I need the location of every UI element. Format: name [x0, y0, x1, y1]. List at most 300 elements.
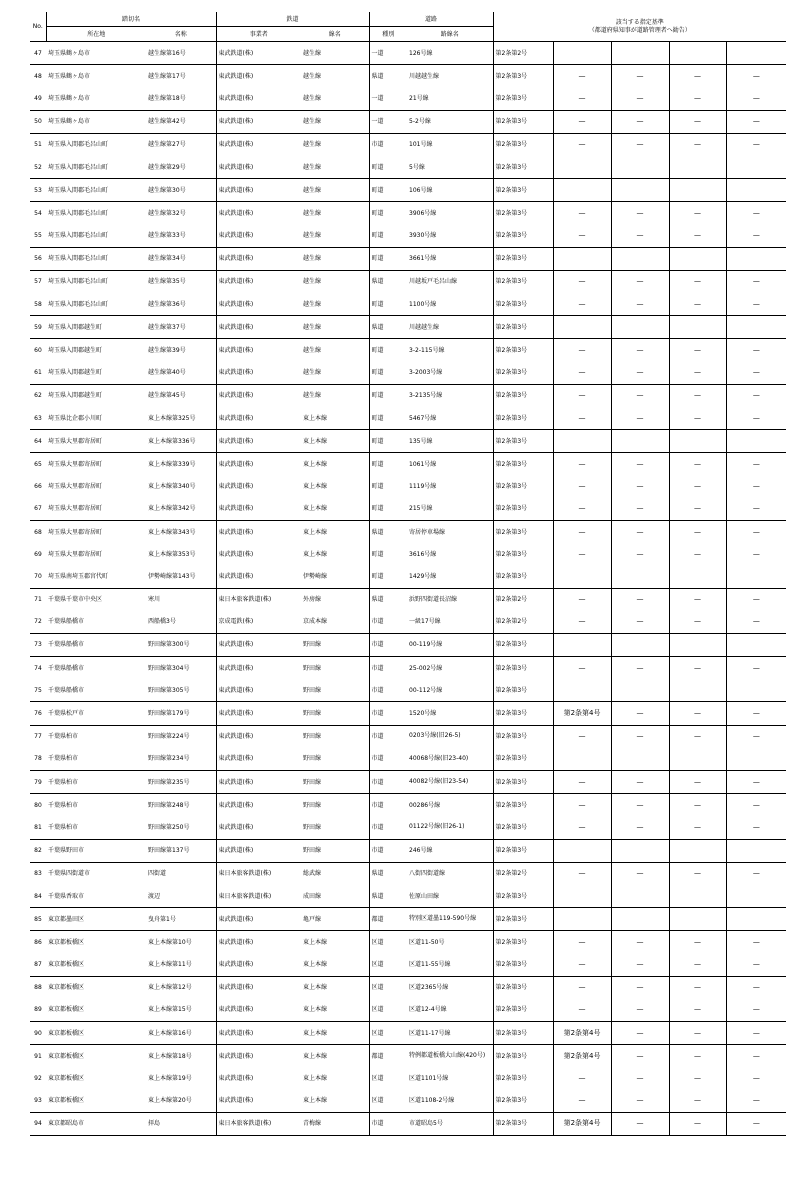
row-designation-2: —	[553, 931, 611, 954]
row-designation-3: —	[611, 771, 669, 794]
row-operator: 東武鉄道(株)	[216, 1067, 301, 1089]
table-row	[30, 87, 786, 110]
row-no: 65	[34, 460, 42, 468]
row-designation-4: —	[669, 794, 726, 817]
table-row	[30, 931, 786, 954]
row-crossing-name: 越生線第33号	[146, 225, 216, 248]
row-route-name: 区道1101号線	[409, 1075, 449, 1083]
row-operator: 東武鉄道(株)	[216, 954, 301, 977]
row-line: 野田線	[301, 702, 369, 725]
row-designation-3	[611, 679, 669, 702]
table-row	[30, 133, 786, 156]
row-crossing-name: 越生線第18号	[146, 87, 216, 110]
row-operator: 東武鉄道(株)	[216, 225, 301, 248]
header-designation-title: 該当する指定基準	[615, 18, 664, 26]
row-designation-2: —	[553, 133, 611, 156]
table-row	[30, 565, 786, 588]
row-designation-5: —	[726, 954, 786, 977]
row-location: 埼玉県大里郡寄居町	[46, 498, 146, 521]
row-crossing-name: 越生線第39号	[148, 347, 186, 355]
row-line: 越生線	[303, 347, 322, 355]
table-row	[30, 476, 786, 498]
table-row	[30, 1067, 786, 1089]
row-crossing-name: 東上本線第339号	[148, 460, 196, 468]
row-road-type: 一道	[369, 110, 407, 133]
row-route-name: 3930号線	[407, 225, 493, 248]
row-road-type: 町道	[369, 498, 407, 521]
row-line: 越生線	[301, 87, 369, 110]
row-no: 64	[30, 430, 46, 453]
row-designation-1: 第2条第3号	[493, 748, 553, 771]
row-crossing-name: 越生線第32号	[148, 209, 186, 217]
table-row	[30, 794, 786, 817]
row-line: 伊勢崎線	[301, 565, 369, 588]
row-location: 千葉県香取市	[46, 885, 146, 908]
row-no: 63	[30, 407, 46, 430]
row-designation-1: 第2条第3号	[493, 87, 553, 110]
row-line: 東上本線	[303, 984, 328, 992]
row-designation-5: —	[726, 976, 786, 999]
row-designation-1: 第2条第3号	[493, 293, 553, 316]
row-operator: 東武鉄道(株)	[216, 543, 301, 565]
row-designation-5: —	[726, 543, 786, 565]
row-designation-5: —	[726, 362, 786, 385]
row-designation-1: 第2条第3号	[493, 384, 553, 407]
row-route-name: 1429号線	[407, 565, 493, 588]
row-designation-2: —	[553, 110, 611, 133]
row-designation-4: —	[669, 702, 726, 725]
row-designation-1: 第2条第3号	[493, 247, 553, 270]
row-line: 野田線	[301, 771, 369, 794]
row-operator: 東武鉄道(株)	[216, 316, 301, 339]
row-location: 千葉県四街道市	[48, 870, 91, 878]
row-location: 千葉県船橋市	[46, 611, 146, 634]
row-designation-2: —	[553, 225, 611, 248]
row-designation-3: —	[611, 931, 669, 954]
row-location: 東京都昭島市	[46, 1112, 146, 1135]
row-designation-1: 第2条第3号	[493, 702, 553, 725]
row-designation-4: —	[669, 520, 726, 543]
row-line: 越生線	[301, 293, 369, 316]
row-designation-2: —	[553, 87, 611, 110]
row-operator: 東武鉄道(株)	[216, 247, 301, 270]
row-designation-3: —	[611, 384, 669, 407]
row-designation-2	[553, 430, 611, 453]
row-designation-4: —	[669, 202, 726, 225]
row-designation-2	[553, 748, 611, 771]
row-location: 埼玉県大里郡寄居町	[48, 550, 103, 558]
row-route-name: 3616号線	[409, 550, 437, 558]
row-route-name: 川越越生線	[407, 316, 493, 339]
row-designation-1: 第2条第3号	[493, 1090, 553, 1113]
row-road-type: 都道	[369, 1045, 407, 1068]
row-route-name: 寄居停車場線	[409, 528, 446, 536]
row-designation-3	[611, 839, 669, 862]
row-operator: 東武鉄道(株)	[216, 42, 301, 65]
row-crossing-name: 東上本線第19号	[148, 1075, 192, 1083]
row-line: 東上本線	[301, 999, 369, 1022]
row-designation-4: —	[669, 293, 726, 316]
row-designation-4: —	[669, 133, 726, 156]
row-designation-5: —	[726, 1112, 786, 1135]
row-designation-1: 第2条第3号	[493, 794, 553, 817]
row-road-type: 市道	[369, 702, 407, 725]
row-location: 千葉県船橋市	[48, 664, 85, 672]
table-row	[30, 339, 786, 362]
header-route-name: 路線名	[407, 27, 493, 42]
row-designation-5: —	[726, 862, 786, 885]
row-no: 78	[30, 748, 46, 771]
row-crossing-name: 東上本線第18号	[148, 1052, 192, 1060]
row-designation-5	[726, 633, 786, 656]
row-designation-1: 第2条第3号	[493, 633, 553, 656]
table-row	[30, 407, 786, 430]
row-crossing-name: 越生線第42号	[146, 110, 216, 133]
row-designation-5: —	[726, 87, 786, 110]
row-operator: 東武鉄道(株)	[216, 407, 301, 430]
row-no: 77	[34, 733, 42, 741]
row-designation-4: —	[669, 725, 726, 748]
row-crossing-name: 拝島	[146, 1112, 216, 1135]
row-designation-2	[553, 908, 611, 931]
row-line: 野田線	[301, 748, 369, 771]
row-no: 90	[30, 1022, 46, 1045]
row-operator: 東武鉄道(株)	[216, 1045, 301, 1068]
row-designation-3: —	[611, 498, 669, 521]
row-line: 東上本線	[303, 550, 328, 558]
row-designation-2: —	[553, 202, 611, 225]
row-designation-2	[553, 156, 611, 179]
header-designation	[493, 12, 786, 42]
row-no: 51	[34, 141, 42, 149]
table-row	[30, 202, 786, 225]
row-designation-2: —	[553, 725, 611, 748]
row-line: 越生線	[303, 278, 322, 286]
row-road-type: 区道	[369, 1067, 407, 1089]
row-operator: 東武鉄道(株)	[216, 453, 301, 476]
row-line: 越生線	[301, 42, 369, 65]
row-operator: 東武鉄道(株)	[216, 202, 301, 225]
row-no: 74	[34, 664, 42, 672]
row-designation-2: —	[553, 293, 611, 316]
row-designation-1: 第2条第3号	[493, 1045, 553, 1068]
row-no: 70	[30, 565, 46, 588]
row-line: 東上本線	[303, 528, 328, 536]
row-designation-2: —	[553, 771, 611, 794]
row-location: 千葉県柏市	[48, 733, 79, 741]
row-location: 埼玉県入間郡越生町	[46, 362, 146, 385]
row-operator: 東武鉄道(株)	[216, 430, 301, 453]
row-location: 千葉県船橋市	[46, 633, 146, 656]
row-designation-4: —	[669, 543, 726, 565]
row-designation-1: 第2条第3号	[493, 65, 553, 88]
row-designation-5: —	[726, 225, 786, 248]
row-designation-1: 第2条第2号	[493, 611, 553, 634]
row-route-name: 特例都道板橋大山線(420号)	[409, 1052, 486, 1060]
table-row	[30, 1090, 786, 1113]
row-location: 千葉県柏市	[46, 771, 146, 794]
table-row	[30, 1022, 786, 1045]
row-location: 埼玉県南埼玉郡宮代町	[46, 565, 146, 588]
row-operator: 東武鉄道(株)	[216, 270, 301, 293]
row-designation-3: —	[611, 543, 669, 565]
row-crossing-name: 東上本線第325号	[146, 407, 216, 430]
table-row	[30, 156, 786, 179]
row-crossing-name: 越生線第30号	[146, 179, 216, 202]
row-operator: 東武鉄道(株)	[216, 565, 301, 588]
row-route-name: 5号線	[407, 156, 493, 179]
row-road-type: 市道	[369, 748, 407, 771]
row-designation-5	[726, 748, 786, 771]
row-road-type: 県道	[369, 862, 407, 885]
row-designation-2: 第2条第4号	[553, 1112, 611, 1135]
row-designation-5	[726, 156, 786, 179]
header-crossing: 踏切名	[46, 12, 216, 27]
row-designation-4: —	[669, 931, 726, 954]
row-route-name: 浜野四街道長沼線	[409, 596, 458, 604]
row-designation-5: —	[726, 384, 786, 407]
row-operator: 東武鉄道(株)	[216, 339, 301, 362]
row-no: 81	[30, 816, 46, 839]
row-no: 82	[30, 839, 46, 862]
row-designation-4: —	[669, 362, 726, 385]
row-location: 千葉県柏市	[48, 801, 79, 809]
row-designation-2: 第2条第4号	[553, 702, 611, 725]
row-operator: 東武鉄道(株)	[216, 87, 301, 110]
table-row	[30, 839, 786, 862]
row-designation-1: 第2条第2号	[493, 862, 553, 885]
row-designation-1: 第2条第3号	[493, 476, 553, 498]
row-crossing-name: 野田線第305号	[146, 679, 216, 702]
row-route-name: 3906号線	[409, 209, 437, 217]
row-designation-3	[611, 430, 669, 453]
row-road-type: 町道	[369, 430, 407, 453]
row-location: 埼玉県鶴ヶ島市	[46, 110, 146, 133]
row-designation-2: —	[553, 520, 611, 543]
row-location: 埼玉県入間郡越生町	[48, 347, 103, 355]
row-no: 75	[30, 679, 46, 702]
row-designation-5: —	[726, 498, 786, 521]
row-operator: 東武鉄道(株)	[216, 110, 301, 133]
table-row	[30, 679, 786, 702]
row-designation-4: —	[669, 498, 726, 521]
row-no: 88	[34, 984, 42, 992]
table-row	[30, 362, 786, 385]
row-designation-1: 第2条第3号	[493, 543, 553, 565]
row-operator: 京成電鉄(株)	[216, 611, 301, 634]
row-location: 千葉県柏市	[46, 816, 146, 839]
table-row	[30, 65, 786, 88]
row-line: 青梅線	[301, 1112, 369, 1135]
table-row	[30, 293, 786, 316]
row-line: 東上本線	[303, 460, 328, 468]
row-designation-2: —	[553, 65, 611, 88]
table-row	[30, 976, 786, 999]
row-designation-2: —	[553, 543, 611, 565]
row-designation-5: —	[726, 1090, 786, 1113]
row-location: 埼玉県入間郡毛呂山町	[46, 293, 146, 316]
row-road-type: 一道	[369, 42, 407, 65]
row-designation-1: 第2条第2号	[493, 588, 553, 611]
row-line: 野田線	[301, 679, 369, 702]
row-operator: 東武鉄道(株)	[216, 498, 301, 521]
row-no: 83	[34, 870, 42, 878]
row-designation-3	[611, 565, 669, 588]
row-designation-3	[611, 42, 669, 65]
row-designation-2: —	[553, 976, 611, 999]
row-route-name: 1100号線	[407, 293, 493, 316]
table-row	[30, 588, 786, 611]
row-designation-5: —	[726, 657, 786, 680]
row-route-name: 一級17号線	[407, 611, 493, 634]
row-route-name: 101号線	[409, 141, 433, 149]
row-designation-1: 第2条第3号	[493, 520, 553, 543]
row-route-name: 3-2135号線	[409, 392, 443, 400]
row-designation-3: —	[611, 588, 669, 611]
row-designation-1: 第2条第3号	[493, 110, 553, 133]
row-line: 越生線	[303, 392, 322, 400]
row-operator: 東武鉄道(株)	[216, 179, 301, 202]
row-location: 埼玉県入間郡毛呂山町	[48, 209, 109, 217]
row-line: 京成本線	[301, 611, 369, 634]
row-designation-1: 第2条第3号	[493, 976, 553, 999]
row-route-name: 市道昭島5号	[407, 1112, 493, 1135]
row-designation-4: —	[669, 87, 726, 110]
row-road-type: 市道	[369, 679, 407, 702]
header-name: 名称	[146, 27, 216, 42]
row-crossing-name: 越生線第36号	[146, 293, 216, 316]
row-designation-1: 第2条第3号	[493, 771, 553, 794]
row-road-type: 町道	[369, 339, 407, 362]
row-line: 東上本線	[301, 430, 369, 453]
row-line: 東上本線	[303, 1075, 328, 1083]
row-designation-3	[611, 156, 669, 179]
row-designation-4: —	[669, 771, 726, 794]
row-designation-2: —	[553, 362, 611, 385]
row-location: 埼玉県大里郡寄居町	[48, 528, 103, 536]
row-designation-4	[669, 633, 726, 656]
table-row	[30, 225, 786, 248]
row-designation-2: —	[553, 954, 611, 977]
row-route-name: 区道11-50号	[409, 938, 445, 946]
row-line: 亀戸線	[301, 908, 369, 931]
row-designation-3: —	[611, 1090, 669, 1113]
table-row	[30, 543, 786, 565]
row-designation-2: —	[553, 862, 611, 885]
row-designation-5: —	[726, 816, 786, 839]
row-no: 59	[30, 316, 46, 339]
crossing-table	[30, 12, 786, 1136]
table-row	[30, 816, 786, 839]
row-location: 埼玉県鶴ヶ島市	[46, 42, 146, 65]
row-road-type: 町道	[369, 407, 407, 430]
row-no: 52	[30, 156, 46, 179]
row-designation-2: —	[553, 476, 611, 498]
row-no: 89	[30, 999, 46, 1022]
row-designation-1: 第2条第3号	[493, 725, 553, 748]
row-crossing-name: 西船橋3号	[146, 611, 216, 634]
row-no: 47	[30, 42, 46, 65]
row-no: 85	[30, 908, 46, 931]
table-header	[30, 12, 786, 42]
row-operator: 東武鉄道(株)	[216, 748, 301, 771]
row-designation-1: 第2条第3号	[493, 362, 553, 385]
row-road-type: 県道	[369, 270, 407, 293]
row-designation-1: 第2条第3号	[493, 498, 553, 521]
row-no: 68	[34, 528, 42, 536]
row-operator: 東日本旅客鉄道(株)	[216, 588, 301, 611]
row-no: 56	[30, 247, 46, 270]
row-route-name: 5467号線	[407, 407, 493, 430]
row-road-type: 市道	[369, 725, 407, 748]
row-no: 53	[30, 179, 46, 202]
row-crossing-name: 野田線第304号	[148, 664, 190, 672]
row-operator: 東武鉄道(株)	[216, 633, 301, 656]
row-designation-4: —	[669, 1045, 726, 1068]
row-designation-2	[553, 247, 611, 270]
row-line: 成田線	[301, 885, 369, 908]
row-designation-1: 第2条第3号	[493, 179, 553, 202]
row-designation-3: —	[611, 976, 669, 999]
row-crossing-name: 東上本線第15号	[146, 999, 216, 1022]
row-designation-5: —	[726, 407, 786, 430]
table-row	[30, 633, 786, 656]
table-row	[30, 42, 786, 65]
row-crossing-name: 四街道	[148, 870, 167, 878]
row-route-name: 3-2-115号線	[409, 347, 445, 355]
row-designation-4: —	[669, 954, 726, 977]
row-crossing-name: 東上本線第12号	[148, 984, 192, 992]
row-designation-5: —	[726, 65, 786, 88]
row-designation-3: —	[611, 725, 669, 748]
row-location: 東京都板橋区	[48, 1075, 85, 1083]
table-row	[30, 748, 786, 771]
row-designation-3	[611, 908, 669, 931]
row-operator: 東武鉄道(株)	[216, 1022, 301, 1045]
row-location: 千葉県千葉市中央区	[48, 596, 103, 604]
row-designation-5: —	[726, 453, 786, 476]
row-route-name: 126号線	[407, 42, 493, 65]
row-route-name: 215号線	[407, 498, 493, 521]
row-crossing-name: 越生線第45号	[148, 392, 186, 400]
row-designation-2: —	[553, 588, 611, 611]
row-designation-5	[726, 430, 786, 453]
table-row	[30, 270, 786, 293]
row-designation-4: —	[669, 1022, 726, 1045]
row-route-name: 106号線	[407, 179, 493, 202]
row-route-name: 0203号線(旧26-5)	[409, 732, 461, 740]
row-designation-4: —	[669, 225, 726, 248]
row-operator: 東武鉄道(株)	[216, 657, 301, 680]
row-line: 東上本線	[301, 1022, 369, 1045]
row-designation-2: —	[553, 1090, 611, 1113]
row-designation-3: —	[611, 816, 669, 839]
row-designation-1: 第2条第3号	[493, 931, 553, 954]
row-line: 越生線	[301, 247, 369, 270]
table-row	[30, 384, 786, 407]
row-road-type: 県道	[369, 65, 407, 88]
row-location: 埼玉県大里郡寄居町	[48, 460, 103, 468]
row-no: 67	[30, 498, 46, 521]
row-designation-5: —	[726, 999, 786, 1022]
row-designation-5	[726, 679, 786, 702]
row-crossing-name: 越生線第35号	[148, 278, 186, 286]
table-row	[30, 179, 786, 202]
row-designation-1: 第2条第3号	[493, 657, 553, 680]
header-railway: 鉄道	[216, 12, 369, 27]
row-crossing-name: 東上本線第20号	[146, 1090, 216, 1113]
table-row	[30, 702, 786, 725]
